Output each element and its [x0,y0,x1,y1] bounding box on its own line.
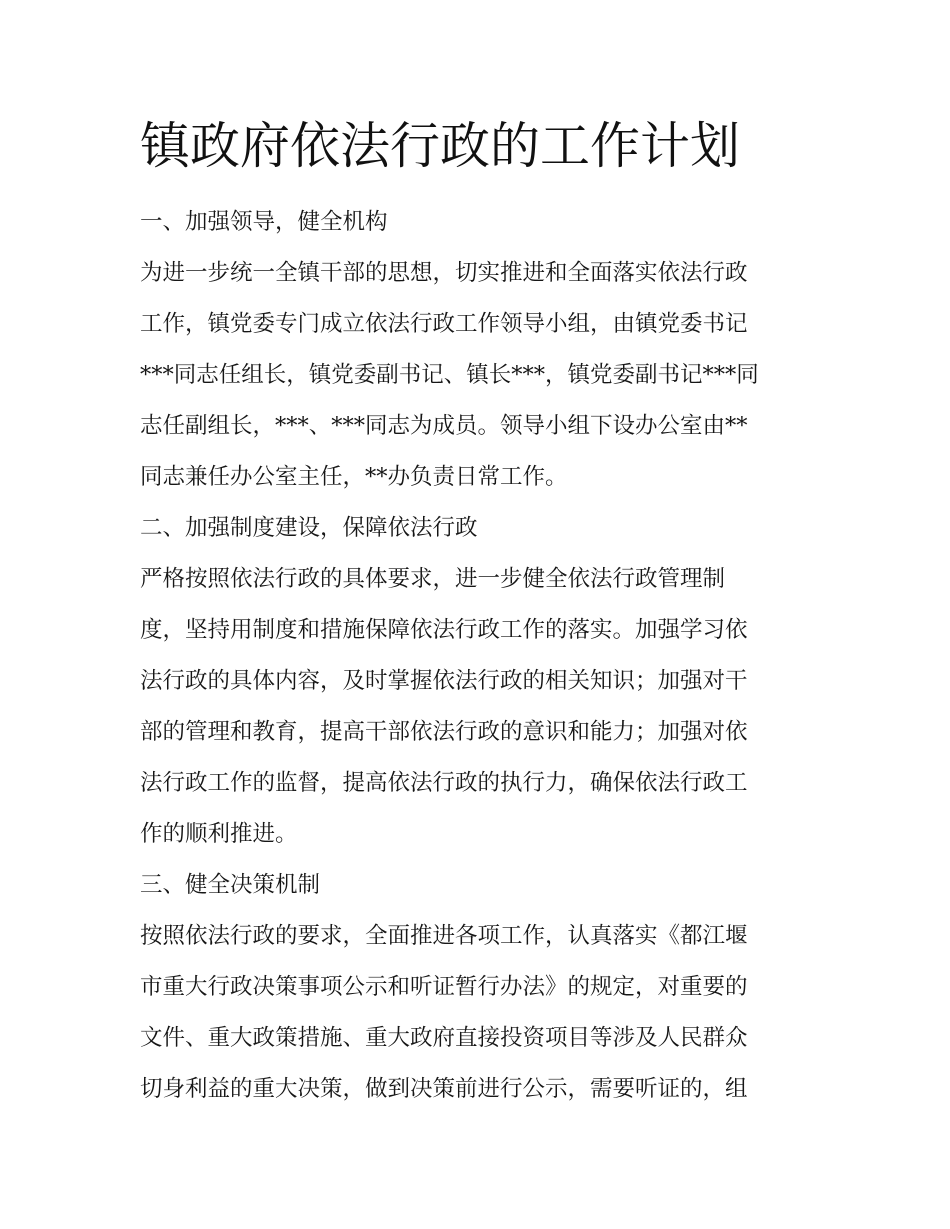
text-line: 工作，镇党委专门成立依法行政工作领导小组，由镇党委书记 [140,311,748,337]
text-line: 同志兼任办公室主任，**办负责日常工作。 [140,464,568,490]
section-heading-1: 一、加强领导，健全机构 [140,209,388,235]
text-line: ***同志任组长，镇党委副书记、镇长***，镇党委副书记***同 [140,362,759,388]
text-line: 按照依法行政的要求，全面推进各项工作，认真落实《都江堰 [140,923,748,949]
section-heading-2: 二、加强制度建设，保障依法行政 [140,515,478,541]
text-line: 法行政的具体内容，及时掌握依法行政的相关知识；加强对干 [140,668,748,694]
document-title: 镇政府依法行政的工作计划 [140,117,740,175]
text-line: 切身利益的重大决策，做到决策前进行公示，需要听证的，组 [140,1076,748,1102]
text-line: 部的管理和教育，提高干部依法行政的意识和能力；加强对依 [140,719,748,745]
text-line: 为进一步统一全镇干部的思想，切实推进和全面落实依法行政 [140,260,748,286]
text-line: 度，坚持用制度和措施保障依法行政工作的落实。加强学习依 [140,617,748,643]
text-line: 文件、重大政策措施、重大政府直接投资项目等涉及人民群众 [140,1025,748,1051]
section-heading-3: 三、健全决策机制 [140,872,321,898]
text-line: 作的顺利推进。 [140,821,298,847]
text-line: 严格按照依法行政的具体要求，进一步健全依法行政管理制 [140,566,726,592]
text-line: 志任副组长，***、***同志为成员。领导小组下设办公室由** [140,413,748,439]
text-line: 市重大行政决策事项公示和听证暂行办法》的规定，对重要的 [140,974,748,1000]
text-line: 法行政工作的监督，提高依法行政的执行力，确保依法行政工 [140,770,748,796]
